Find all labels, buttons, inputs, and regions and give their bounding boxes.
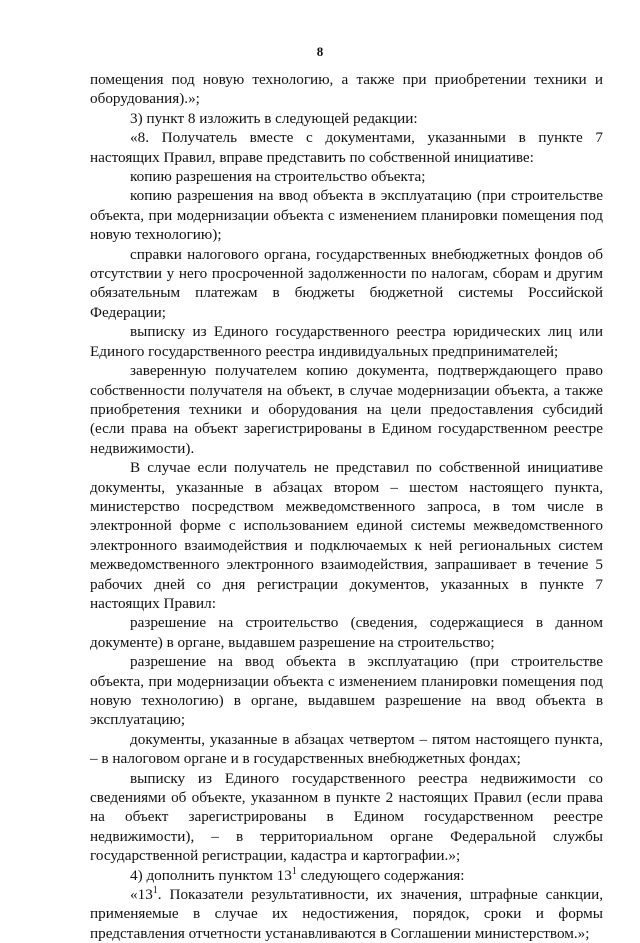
item4-superscript: 1 <box>291 865 297 877</box>
paragraph-13: выписку из Единого государственного реестра недвижимости со сведениями об объекте, указанном в пункте 2 настоящих Правил (если права на объект зарегистрированы в Едином государственном реестре недвижимости), – в территориальном органе Федеральной службы государственной регистрации, кадастра и картографии.»; <box>90 769 603 865</box>
paragraph-item-4 <box>90 866 603 885</box>
paragraph-8: заверенную получателем копию документа, подтверждающего право собственности получателя на объект, в случае модернизации объекта, а также приобретения техники и оборудования на цели предоставления субсидий (если права на объект зарегистрированы в Едином государственном реестре недвижимости). <box>90 362 603 457</box>
document-body <box>90 70 603 943</box>
paragraph-4: копию разрешения на строительство объекта; <box>130 168 426 186</box>
paragraph-11: разрешение на ввод объекта в эксплуатацию (при строительстве объекта, при модернизации объекта с изменением планировки помещения под новую технологию) в органе, выдавшем разрешение на ввод объекта в эксплуатацию; <box>90 653 603 729</box>
paragraph-item-13-1 <box>90 885 603 943</box>
paragraph-9: В случае если получатель не представил по собственной инициативе документы, указанные в абзацах втором – шестом настоящего пункта, министерство посредством межведомственного запроса, в том числе в электронной форме с использованием единой системы межведомственного электронного взаимодействия и подключаемых к ней региональных систем межведомственного электронного взаимодействия, запрашивает в течение 5 рабочих дней со дня регистрации документов, указанных в пункте 7 настоящих Правил: <box>90 459 603 612</box>
item13-superscript: 1 <box>152 885 158 896</box>
item13-text-after: . Показатели результативности, их значения, штрафные санкции, применяемые в случае их недостижения, порядок, сроки и формы представления отчетности устанавливаются в Соглашении министерством.»; <box>90 886 603 942</box>
paragraph-6: справки налогового органа, государственных внебюджетных фондов об отсутствии у него просроченной задолженности по налогам, сборам и другим обязательным платежам в бюджеты бюджетной системы Российской Федерации; <box>90 245 603 321</box>
item13-text-before: «13 <box>130 886 153 904</box>
paragraph-3: «8. Получатель вместе с документами, указанными в пункте 7 настоящих Правил, вправе представить по собственной инициативе: <box>90 129 603 166</box>
paragraph-7: выписку из Единого государственного реестра юридических лиц или Единого государственного реестра индивидуальных предпринимателей; <box>90 323 603 360</box>
paragraph-10: разрешение на строительство (сведения, содержащиеся в данном документе) в органе, выдавшем разрешение на строительство; <box>90 614 603 651</box>
paragraph-1: помещения под новую технологию, а также при приобретении техники и оборудования).»; <box>90 71 603 108</box>
paragraph-5: копию разрешения на ввод объекта в эксплуатацию (при строительстве объекта, при модернизации объекта с изменением планировки помещения под новую технологию); <box>90 187 603 244</box>
item4-text-before: 4) дополнить пунктом 13 <box>130 866 292 884</box>
item4-text-after: следующего содержания: <box>296 866 465 884</box>
paragraph-12: документы, указанные в абзацах четвертом – пятом настоящего пункта, – в налоговом органе и в государственных внебюджетных фондах; <box>90 730 603 768</box>
paragraph-2: 3) пункт 8 изложить в следующей редакции: <box>130 109 418 127</box>
page-number: 8 <box>316 44 324 59</box>
